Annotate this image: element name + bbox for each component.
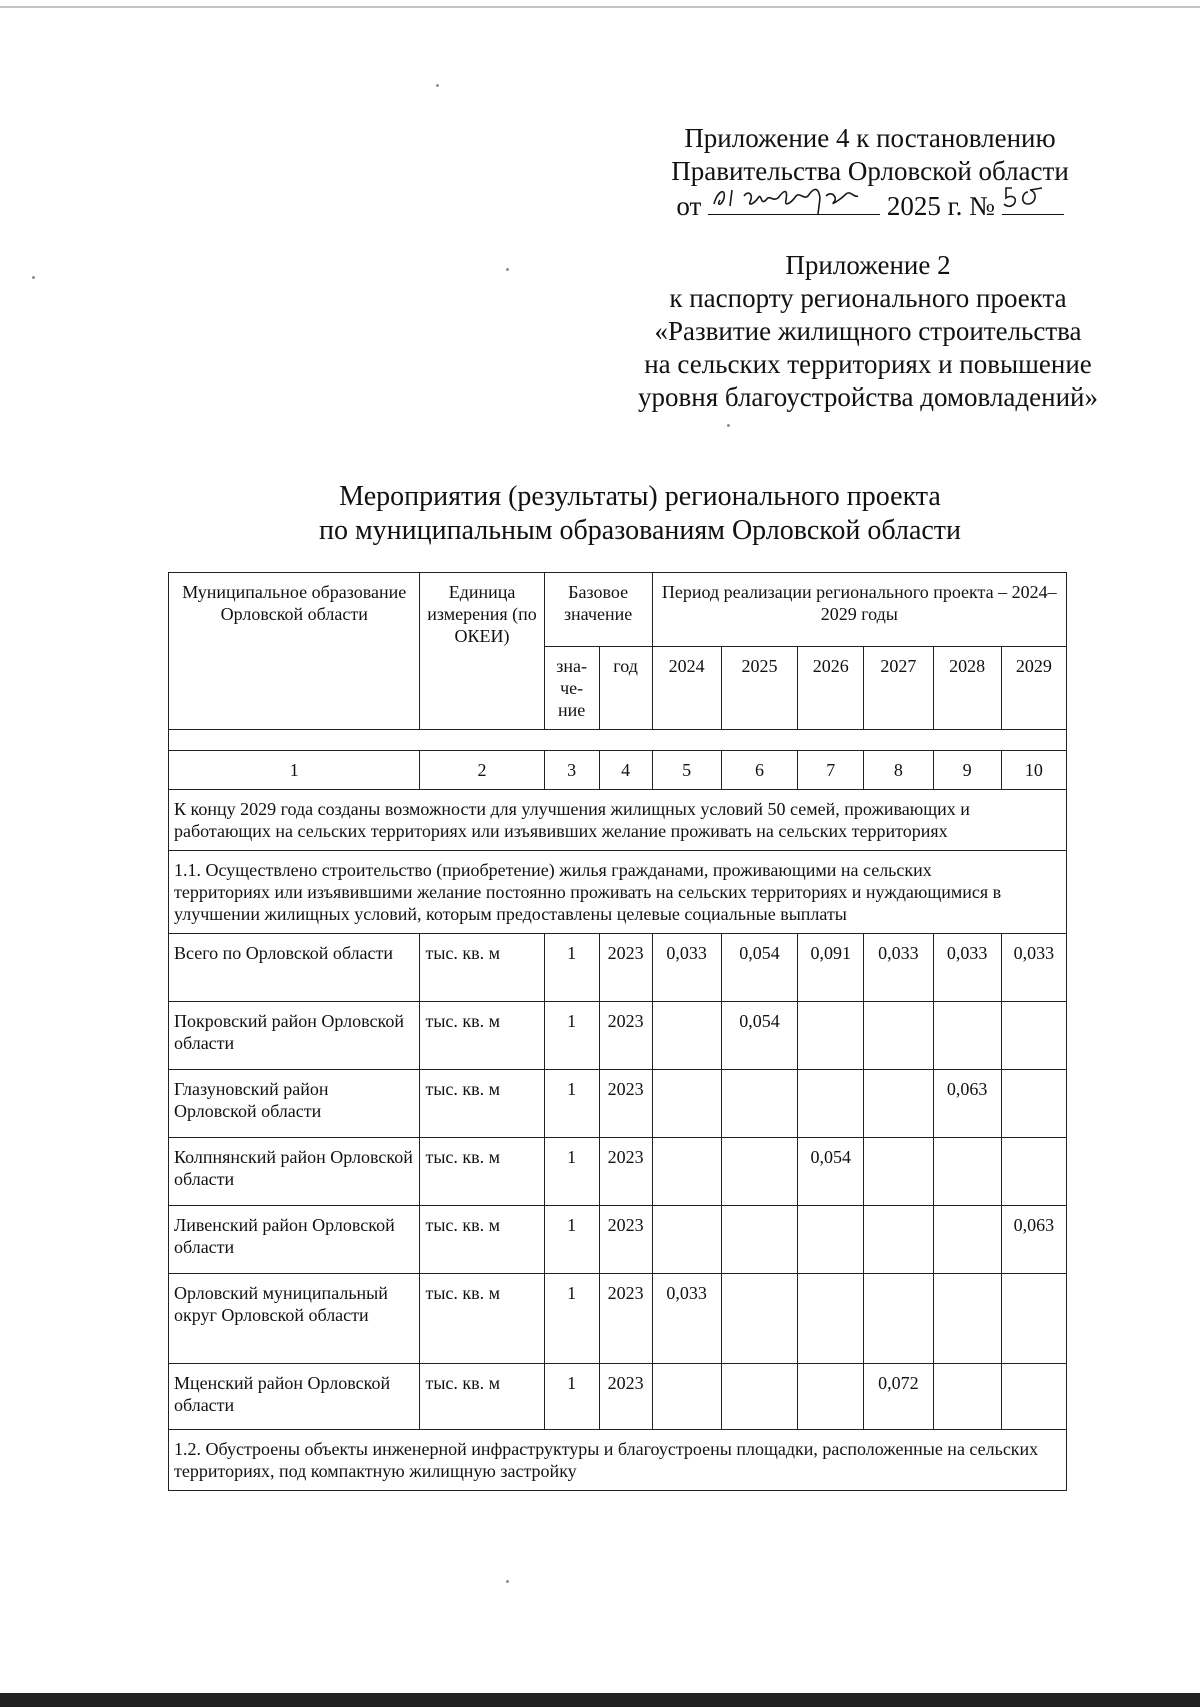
row-value xyxy=(721,1206,797,1274)
row-name: Ливенский район Орловской области xyxy=(169,1206,420,1274)
column-number: 8 xyxy=(864,751,933,790)
row-name: Колпнянский район Орловской области xyxy=(169,1138,420,1206)
row-value: 0,054 xyxy=(721,934,797,1002)
column-number: 9 xyxy=(933,751,1001,790)
appendix-2-block xyxy=(628,249,1108,414)
appendix-2-line-3: «Развитие жилищного строительства xyxy=(654,316,1082,346)
row-base-year: 2023 xyxy=(599,1070,652,1138)
row-value: 0,033 xyxy=(864,934,933,1002)
row-base-year: 2023 xyxy=(599,1002,652,1070)
table-row xyxy=(169,1206,1067,1274)
row-value: 0,033 xyxy=(1001,934,1066,1002)
title-line-2: по муниципальным образованиям Орловской области xyxy=(318,515,962,546)
appendix-2-line-5: уровня благоустройства домовладений» xyxy=(638,382,1098,412)
row-value xyxy=(864,1070,933,1138)
row-name: Орловский муниципальный округ Орловской области xyxy=(169,1274,420,1364)
row-unit: тыс. кв. м xyxy=(420,1070,544,1138)
goal-row xyxy=(169,790,1067,851)
header-year: 2028 xyxy=(933,647,1001,730)
row-value: 0,054 xyxy=(721,1002,797,1070)
row-value xyxy=(652,1138,721,1206)
row-base-value: 1 xyxy=(544,1070,599,1138)
row-unit: тыс. кв. м xyxy=(420,1206,544,1274)
column-number: 2 xyxy=(420,751,544,790)
section-1-2-row xyxy=(169,1430,1067,1491)
header-unit: Единица измерения (по ОКЕИ) xyxy=(420,573,544,730)
row-value: 0,033 xyxy=(933,934,1001,1002)
header-year: 2029 xyxy=(1001,647,1066,730)
row-value xyxy=(1001,1364,1066,1430)
row-value xyxy=(864,1206,933,1274)
row-value xyxy=(1001,1274,1066,1364)
header-gap xyxy=(169,730,1067,751)
header-base-year: год xyxy=(599,647,652,730)
row-value xyxy=(652,1002,721,1070)
row-value xyxy=(1001,1070,1066,1138)
row-value xyxy=(864,1138,933,1206)
appendix-4-line-2: Правительства Орловской области xyxy=(671,156,1069,186)
header-municipality: Муниципальное образование Орловской области xyxy=(169,573,420,730)
row-unit: тыс. кв. м xyxy=(420,1364,544,1430)
row-value: 0,033 xyxy=(652,934,721,1002)
row-value: 0,063 xyxy=(1001,1206,1066,1274)
scan-top-edge xyxy=(0,6,1200,8)
row-base-value: 1 xyxy=(544,934,599,1002)
row-value xyxy=(933,1364,1001,1430)
row-value xyxy=(652,1364,721,1430)
header-period: Период реализации регионального проекта – 2024–2029 годы xyxy=(652,573,1066,647)
row-value: 0,091 xyxy=(798,934,864,1002)
scan-speck xyxy=(727,424,730,427)
handwritten-number xyxy=(1002,188,1064,215)
row-base-year: 2023 xyxy=(599,934,652,1002)
row-unit: тыс. кв. м xyxy=(420,1138,544,1206)
row-value xyxy=(933,1002,1001,1070)
row-base-value: 1 xyxy=(544,1206,599,1274)
row-value xyxy=(721,1138,797,1206)
row-value xyxy=(798,1274,864,1364)
appendix-4-date-line xyxy=(630,188,1110,223)
row-value xyxy=(798,1364,864,1430)
row-base-year: 2023 xyxy=(599,1274,652,1364)
row-value: 0,054 xyxy=(798,1138,864,1206)
row-value xyxy=(721,1364,797,1430)
row-unit: тыс. кв. м xyxy=(420,934,544,1002)
scan-bottom-edge xyxy=(0,1693,1200,1707)
header-base: Базовое значение xyxy=(544,573,652,647)
scan-speck xyxy=(506,268,509,271)
column-number: 4 xyxy=(599,751,652,790)
column-number: 10 xyxy=(1001,751,1066,790)
appendix-4-block xyxy=(630,122,1110,223)
row-value: 0,063 xyxy=(933,1070,1001,1138)
header-base-value: зна-че-ние xyxy=(544,647,599,730)
row-base-value: 1 xyxy=(544,1364,599,1430)
row-base-value: 1 xyxy=(544,1002,599,1070)
document-title xyxy=(200,480,1080,548)
row-base-value: 1 xyxy=(544,1274,599,1364)
column-number: 1 xyxy=(169,751,420,790)
header-year: 2027 xyxy=(864,647,933,730)
row-value xyxy=(652,1206,721,1274)
row-value xyxy=(798,1070,864,1138)
row-value xyxy=(864,1002,933,1070)
row-name: Покровский район Орловской области xyxy=(169,1002,420,1070)
date-prefix: от xyxy=(676,191,702,221)
row-base-year: 2023 xyxy=(599,1138,652,1206)
column-numbers-row xyxy=(169,751,1067,790)
row-name: Глазуновский район Орловской области xyxy=(169,1070,420,1138)
row-value xyxy=(652,1070,721,1138)
column-number: 7 xyxy=(798,751,864,790)
projects-table xyxy=(168,572,1067,1491)
table-row xyxy=(169,1274,1067,1364)
scan-speck xyxy=(506,1580,509,1583)
row-base-value: 1 xyxy=(544,1138,599,1206)
table-row xyxy=(169,1070,1067,1138)
appendix-2-line-2: к паспорту регионального проекта xyxy=(669,283,1067,313)
section-1-2-text: 1.2. Обустроены объекты инженерной инфраструктуры и благоустроены площадки, расположенные на сельских территориях, под компактную жилищную застройку xyxy=(169,1430,1067,1491)
table-row xyxy=(169,1364,1067,1430)
row-unit: тыс. кв. м xyxy=(420,1002,544,1070)
appendix-4-line-1: Приложение 4 к постановлению xyxy=(684,123,1056,153)
header-row-1 xyxy=(169,573,1067,647)
row-value xyxy=(721,1070,797,1138)
row-value: 0,072 xyxy=(864,1364,933,1430)
row-name: Мценский район Орловской области xyxy=(169,1364,420,1430)
row-value xyxy=(933,1138,1001,1206)
row-value xyxy=(933,1274,1001,1364)
row-base-year: 2023 xyxy=(599,1364,652,1430)
row-value xyxy=(721,1274,797,1364)
appendix-2-line-4: на сельских территориях и повышение xyxy=(644,349,1092,379)
section-1-1-text: 1.1. Осуществлено строительство (приобретение) жилья гражданами, проживающими на сельских территориях или изъявившими желание постоянно проживать на сельских территориях и нуждающимися в улучшении жилищных условий, которым предоставлены целевые социальные выплаты xyxy=(169,851,1067,934)
scan-speck xyxy=(436,84,439,87)
handwritten-date xyxy=(708,188,880,215)
table-row xyxy=(169,1002,1067,1070)
table-row xyxy=(169,1138,1067,1206)
row-base-year: 2023 xyxy=(599,1206,652,1274)
section-1-1-row xyxy=(169,851,1067,934)
column-number: 6 xyxy=(721,751,797,790)
title-line-1: Мероприятия (результаты) регионального проекта xyxy=(339,481,941,512)
scan-speck xyxy=(32,276,35,279)
row-value xyxy=(1001,1002,1066,1070)
column-number: 3 xyxy=(544,751,599,790)
header-year: 2025 xyxy=(721,647,797,730)
header-year: 2024 xyxy=(652,647,721,730)
row-unit: тыс. кв. м xyxy=(420,1274,544,1364)
row-value xyxy=(798,1002,864,1070)
goal-text: К концу 2029 года созданы возможности для улучшения жилищных условий 50 семей, проживающих и работающих на сельских территориях или изъявивших желание проживать на сельских территориях xyxy=(169,790,1067,851)
row-value xyxy=(798,1206,864,1274)
column-number: 5 xyxy=(652,751,721,790)
row-value: 0,033 xyxy=(652,1274,721,1364)
row-name: Всего по Орловской области xyxy=(169,934,420,1002)
row-value xyxy=(933,1206,1001,1274)
year-suffix: 2025 г. № xyxy=(886,191,995,221)
appendix-2-line-1: Приложение 2 xyxy=(785,250,951,280)
table-row xyxy=(169,934,1067,1002)
row-value xyxy=(1001,1138,1066,1206)
row-value xyxy=(864,1274,933,1364)
header-year: 2026 xyxy=(798,647,864,730)
